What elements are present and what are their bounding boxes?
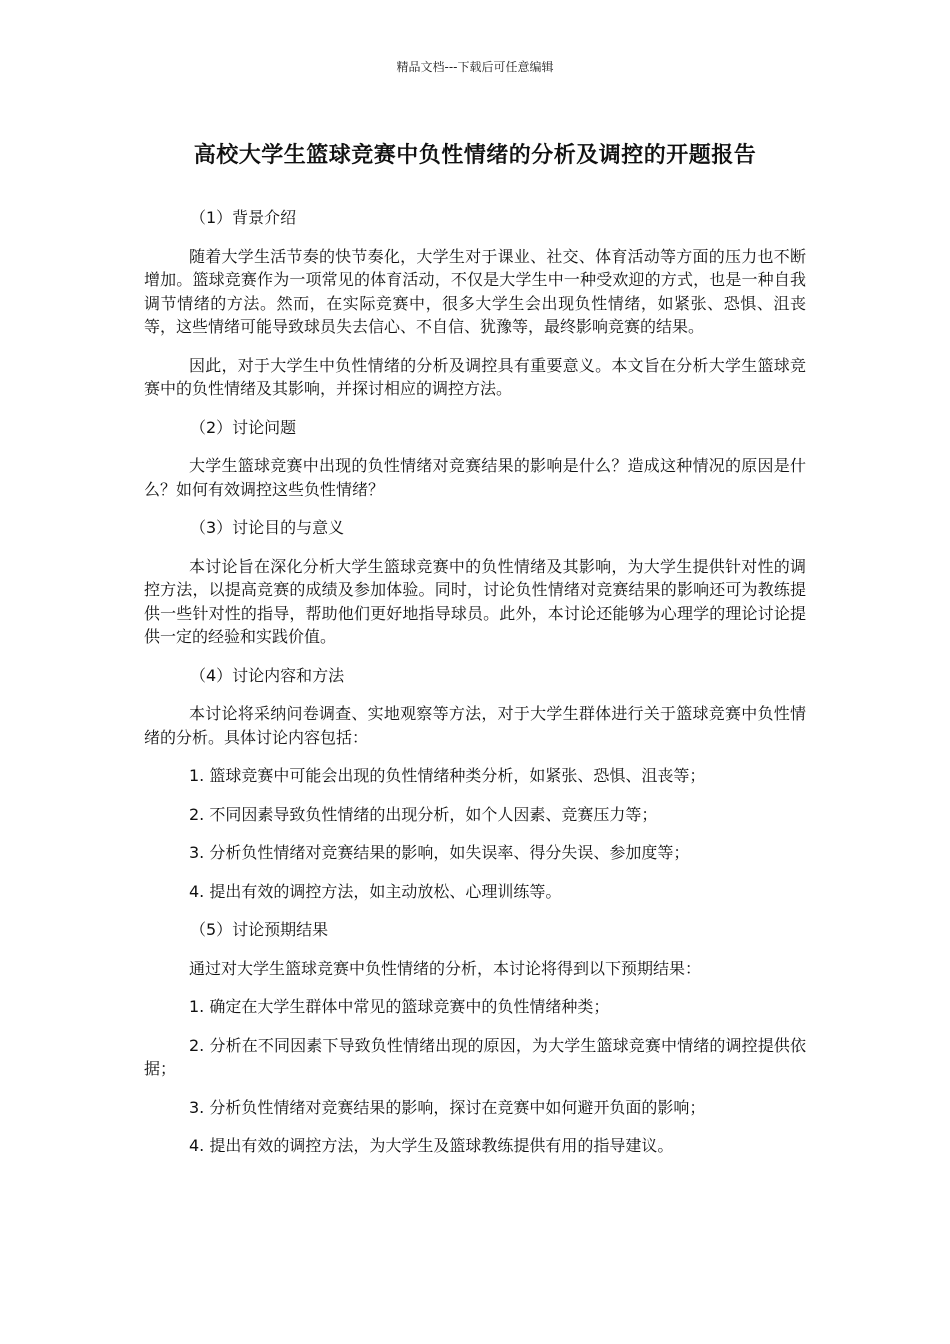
section-heading-questions: （2）讨论问题 (190, 417, 297, 437)
page-header: 精品文档---下载后可任意编辑 (396, 60, 554, 74)
list-item: 2. 不同因素导致负性情绪的出现分析，如个人因素、竞赛压力等； (189, 804, 658, 824)
list-item: 3. 分析负性情绪对竞赛结果的影响，探讨在竞赛中如何避开负面的影响； (189, 1097, 706, 1117)
paragraph: 通过对大学生篮球竞赛中负性情绪的分析，本讨论将得到以下预期结果： (189, 958, 702, 978)
list-item: 4. 提出有效的调控方法，为大学生及篮球教练提供有用的指导建议。 (189, 1136, 674, 1155)
list-item: 1. 确定在大学生群体中常见的篮球竞赛中的负性情绪种类； (189, 997, 610, 1016)
paragraph: 因此，对于大学生中负性情绪的分析及调控具有重要意义。本文旨在分析大学生篮球竞赛中的负性情绪及其影响，并探讨相应的调控方法。 (144, 355, 806, 398)
section-heading-methods: （4）讨论内容和方法 (190, 665, 345, 685)
document-title: 高校大学生篮球竞赛中负性情绪的分析及调控的开题报告 (193, 143, 757, 168)
section-heading-purpose: （3）讨论目的与意义 (190, 518, 345, 537)
paragraph: 大学生篮球竞赛中出现的负性情绪对竞赛结果的影响是什么？造成这种情况的原因是什么？如何有效调控这些负性情绪？ (144, 456, 806, 499)
list-item: 1. 篮球竞赛中可能会出现的负性情绪种类分析，如紧张、恐惧、沮丧等； (189, 766, 706, 785)
section-heading-expected-results: （5）讨论预期结果 (190, 920, 329, 939)
section-heading-background: （1）背景介绍 (190, 208, 297, 227)
list-item: 3. 分析负性情绪对竞赛结果的影响，如失误率、得分失误、参加度等； (189, 843, 690, 862)
list-item: 4. 提出有效的调控方法，如主动放松、心理训练等。 (189, 881, 562, 901)
list-item: 2. 分析在不同因素下导致负性情绪出现的原因，为大学生篮球竞赛中情绪的调控提供依据； (144, 1035, 806, 1078)
document-body (144, 206, 806, 1173)
paragraph: 随着大学生活节奏的快节奏化，大学生对于课业、社交、体育活动等方面的压力也不断增加。篮球竞赛作为一项常见的体育活动，不仅是大学生中一种受欢迎的方式，也是一种自我调节情绪的方法。然而，在实际竞赛中，很多大学生会出现负性情绪，如紧张、恐惧、沮丧等，这些情绪可能导致球员失去信心、不自信、犹豫等，最终影响竞赛的结果。 (144, 246, 806, 336)
paragraph: 本讨论将采纳问卷调查、实地观察等方法，对于大学生群体进行关于篮球竞赛中负性情绪的分析。具体讨论内容包括： (144, 704, 806, 747)
paragraph: 本讨论旨在深化分析大学生篮球竞赛中的负性情绪及其影响，为大学生提供针对性的调控方法，以提高竞赛的成绩及参加体验。同时，讨论负性情绪对竞赛结果的影响还可为教练提供一些针对性的指导，帮助他们更好地指导球员。此外，本讨论还能够为心理学的理论讨论提供一定的经验和实践价值。 (144, 556, 806, 646)
